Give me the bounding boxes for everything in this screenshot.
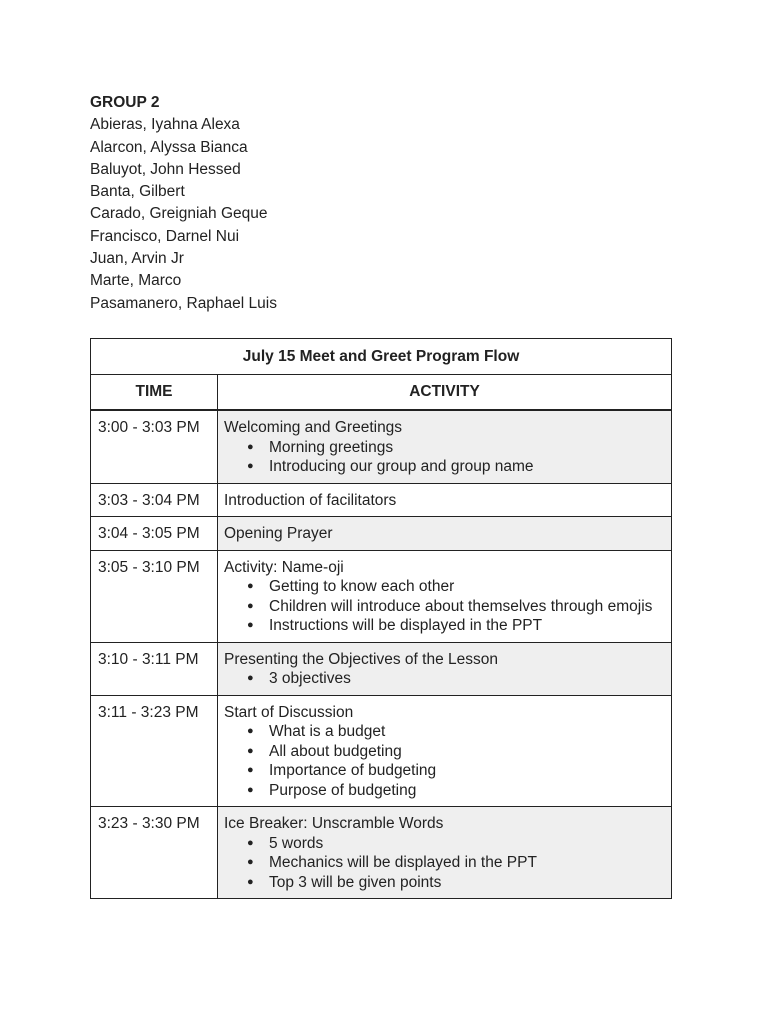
column-header-activity: ACTIVITY (218, 375, 672, 411)
activity-bullet-list (224, 669, 665, 689)
activity-cell (218, 517, 672, 551)
time-cell: 3:00 - 3:03 PM (91, 410, 218, 483)
activity-bullet-list (224, 577, 665, 636)
activity-bullet-item: ● All about budgeting (247, 742, 665, 762)
member-name: Juan, Arvin Jr (90, 250, 184, 268)
time-cell: 3:10 - 3:11 PM (91, 642, 218, 695)
table-header-row (91, 375, 672, 411)
time-cell: 3:05 - 3:10 PM (91, 550, 218, 642)
activity-bullet-item: ● Top 3 will be given points (247, 873, 665, 893)
activity-bullet-item: ● Children will introduce about themselves through emojis (247, 597, 665, 617)
activity-bullet-item: ● Getting to know each other (247, 577, 665, 597)
activity-bullet-list (224, 438, 665, 477)
activity-bullet-item: ● 5 words (247, 834, 665, 854)
activity-title: Welcoming and Greetings (224, 419, 403, 436)
activity-cell (218, 550, 672, 642)
activity-cell (218, 642, 672, 695)
member-name: Banta, Gilbert (90, 183, 185, 201)
activity-bullet-item: ● Introducing our group and group name (247, 457, 665, 477)
member-name: Marte, Marco (90, 272, 182, 290)
time-cell: 3:03 - 3:04 PM (91, 483, 218, 517)
member-name: Abieras, Iyahna Alexa (90, 116, 240, 134)
member-name: Baluyot, John Hessed (90, 160, 241, 178)
member-name: Carado, Greigniah Geque (90, 205, 268, 223)
table-caption-row (91, 339, 672, 375)
activity-bullet-item: ● 3 objectives (247, 669, 665, 689)
group-member-list (90, 92, 277, 315)
time-cell: 3:04 - 3:05 PM (91, 517, 218, 551)
activity-cell (218, 807, 672, 899)
activity-title: Start of Discussion (224, 703, 354, 721)
activity-bullet-item: ● Instructions will be displayed in the PPT (247, 616, 665, 636)
activity-title: Presenting the Objectives of the Lesson (224, 650, 498, 668)
table-row (91, 483, 672, 517)
column-header-time: TIME (91, 375, 218, 411)
activity-title: Introduction of facilitators (224, 491, 397, 509)
time-cell: 3:11 - 3:23 PM (91, 695, 218, 807)
member-name: Francisco, Darnel Nui (90, 227, 240, 245)
table-row (91, 642, 672, 695)
activity-title: Ice Breaker: Unscramble Words (224, 815, 444, 832)
table-row (91, 550, 672, 642)
program-flow-table (90, 338, 672, 899)
activity-bullet-item: ● Mechanics will be displayed in the PPT (247, 853, 665, 873)
member-name: Alarcon, Alyssa Bianca (90, 138, 248, 156)
activity-bullet-item: ● Purpose of budgeting (247, 781, 665, 801)
group-title: GROUP 2 (90, 94, 160, 111)
member-name: Pasamanero, Raphael Luis (90, 294, 277, 312)
program-rows (91, 410, 672, 899)
activity-cell (218, 695, 672, 807)
activity-title: Activity: Name-oji (224, 558, 344, 576)
table-row (91, 410, 672, 483)
table-row (91, 695, 672, 807)
activity-cell (218, 483, 672, 517)
activity-bullet-item: ● Importance of budgeting (247, 761, 665, 781)
activity-bullet-item: ● Morning greetings (247, 438, 665, 458)
activity-bullet-item: ● What is a budget (247, 722, 665, 742)
activity-cell (218, 410, 672, 483)
activity-bullet-list (224, 834, 665, 893)
activity-title: Opening Prayer (224, 525, 333, 542)
activity-bullet-list (224, 722, 665, 800)
table-row (91, 807, 672, 899)
table-row (91, 517, 672, 551)
time-cell: 3:23 - 3:30 PM (91, 807, 218, 899)
table-caption: July 15 Meet and Greet Program Flow (91, 339, 672, 375)
